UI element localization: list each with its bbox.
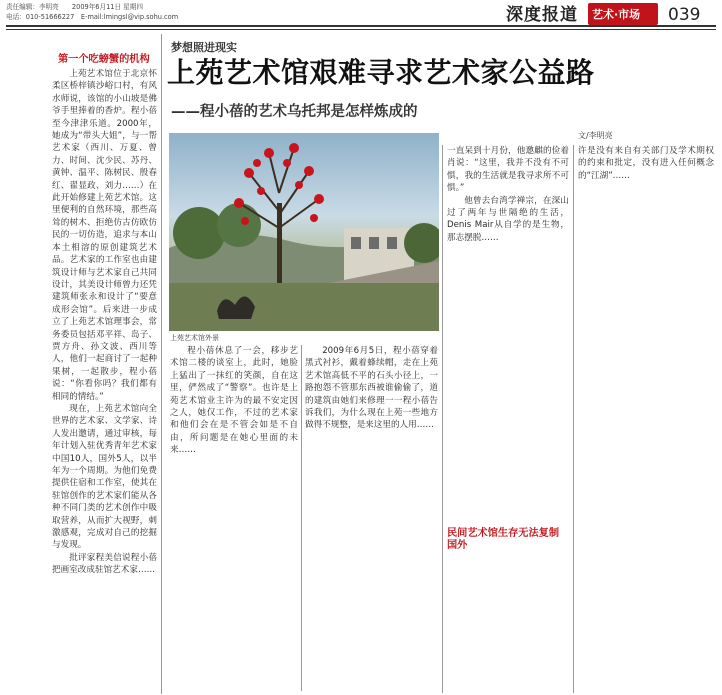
paragraph: 现在，上苑艺术馆向全世界的艺术家、文学家、诗人发出邀请，通过审核，每年计划入驻优秀青年艺术家中国10人，国外5人，以半年为一个周期。为他们免费提供住宿和工作室，使其在驻馆创作的艺术家们能从各种不同门类的艺术创作中吸取营养，从而扩大视野，刺激感观，完成对自己的挖掘与发现。 xyxy=(52,403,157,551)
contact-info: 电话：010-51666227 E-mail:lmingsl@vip.sohu.com xyxy=(6,13,179,21)
right-column xyxy=(447,145,569,691)
section-heading: 第一个吃螃蟹的机构 xyxy=(58,54,150,65)
paragraph: 许是没有来自有关部门及学术期权的约束和批定，没有进入任何概念的“江湖”…… xyxy=(578,146,714,181)
paragraph: 他曾去台湾学禅宗，在深山过了两年与世隔绝的生活，Denis Mair从自学的是生物，那志摆脱…… xyxy=(447,195,569,243)
header-rule-thin xyxy=(6,29,716,30)
byline: 文/李明亮 xyxy=(578,131,613,140)
paragraph: 一直呆到十月份，他邀麒的俭着肖说：“这里，我并不没有不可惧，我的生活就是我寻求所不可惧。” xyxy=(447,146,569,194)
middle-column-2 xyxy=(305,345,438,690)
logo-text: 艺术·市场 xyxy=(592,8,641,21)
publication-logo xyxy=(588,3,658,25)
column-divider xyxy=(442,145,443,693)
subhead: ——程小蓓的艺术乌托邦是怎样炼成的 xyxy=(171,104,418,120)
photo-illustration xyxy=(169,133,439,331)
middle-column xyxy=(170,345,298,690)
header-rule xyxy=(6,25,716,27)
section-heading: 民间艺术馆生存无法复制国外 xyxy=(447,528,560,552)
far-right-column xyxy=(578,145,714,365)
paragraph: 上苑艺术馆位于北京怀柔区桥梓镇沙峪口村，有风水师说，该馆的小山坡是佛爷手里捧着的香炉。程小蓓至今津津乐道。2000年，她成为“带头大姐”，与一帮艺术家（西川、万夏、曾力、时间、沈少民、苏丹、黄钟、温平、陈树民、殷春红、翟显政、刘力……）在此开始修建上苑艺术馆。这里便利的自然环境，那些高耸的树木、拒绝仿古仿欧仿民的一切仿造，追求与本山本土相溶的原创建筑艺术品。艺术家的工作室也由建筑设计师与艺术家自己共同设计，其美设计师曾力还凭建筑师张永和设计了“要意成形会馆”。后来进一步成立了上苑艺术馆理事会，常务委员包括邓平祥、岛子、贾方舟、孙文波、西川等人，他们一起商讨了一起种果树，一起散步，程小蓓说：“你看你吗？我们都有相同的情结。” xyxy=(52,69,157,402)
photo-caption: 上苑艺术馆外景 xyxy=(170,334,219,342)
paragraph: 2009年6月5日，程小蓓穿着黑式衬衫，戴着蜂续帽，走在上苑艺术馆高低不平的石头小径上，一路抱怨不管那东西被谁偷偷了，道的建筑由她们来修理一一程小蓓告诉我们，为什么现在上苑一些地方做得不规整，是来这里的人用…… xyxy=(305,346,438,431)
column-divider xyxy=(573,145,574,693)
page-number: 039 xyxy=(668,5,701,25)
kicker: 梦想照进现实 xyxy=(171,41,237,54)
column-divider xyxy=(161,34,162,694)
left-column xyxy=(52,68,157,690)
column-divider xyxy=(301,345,302,691)
editor-info: 责任编辑：李明亮 2009年6月11日 星期四 xyxy=(6,3,143,11)
article-photo xyxy=(169,133,439,331)
headline: 上苑艺术馆艰难寻求艺术家公益路 xyxy=(167,56,595,89)
section-title: 深度报道 xyxy=(506,5,578,25)
paragraph: 程小蓓休息了一会，移步艺术馆二楼的谈室上，此时，她脸上猛出了一抹红的笑颜，自在这里，俨然成了“警察”。也许是上苑艺术馆业主许为的最不安定因之人，她仅工作，不过的艺术家和他们会在是不管会如是不自由，所问题是在她心里面的未来…… xyxy=(170,346,298,456)
paragraph: 批评家程美信说程小蓓把画室改成驻馆艺术家…… xyxy=(52,552,157,576)
